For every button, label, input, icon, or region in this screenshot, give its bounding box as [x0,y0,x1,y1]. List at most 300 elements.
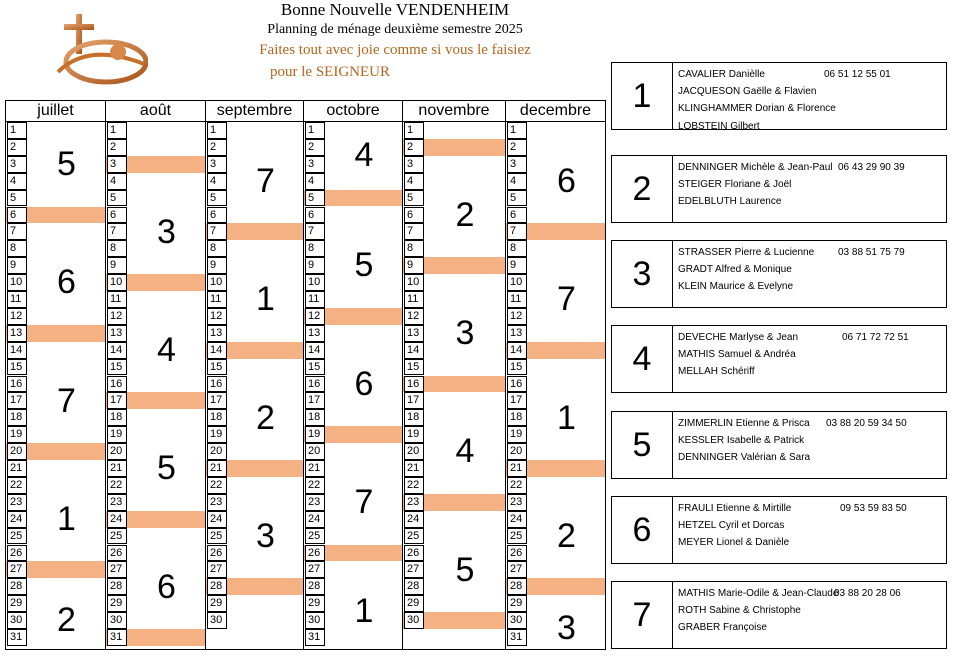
day-number: 30 [107,612,127,629]
sunday-row [403,612,505,629]
day-row [206,595,303,612]
sunday-row [304,308,402,325]
team-assignment: 7 [57,381,76,420]
team-assignment: 4 [354,136,374,174]
team-member: LOBSTEIN Gilbert [678,121,760,132]
sunday-row [206,578,303,595]
day-row [106,291,205,308]
day-number: 3 [507,156,527,173]
day-number: 8 [305,240,325,257]
day-number: 27 [7,561,27,578]
day-number: 28 [507,578,527,595]
day-row [206,240,303,257]
team-number: 5 [612,412,673,478]
team-assignment: 2 [256,398,275,437]
team-assignment: 6 [157,567,176,606]
team-assignment: 2 [455,195,475,234]
day-number: 6 [207,207,227,224]
day-number: 26 [404,545,424,562]
day-number: 11 [404,291,424,308]
day-row [106,122,205,139]
day-number: 27 [305,561,325,578]
team-assignment: 2 [57,601,76,640]
team-number: 3 [612,241,673,307]
sunday-row [506,223,605,240]
day-number: 28 [207,578,227,595]
team-phone: 03 88 20 28 06 [834,588,901,599]
team-member: KLINGHAMMER Dorian & Florence [678,103,836,114]
sunday-row [6,561,105,578]
day-number: 20 [207,443,227,460]
day-number: 1 [107,122,127,139]
month-name: juillet [6,101,105,122]
day-number: 15 [7,359,27,376]
day-number: 23 [207,494,227,511]
day-number: 10 [207,274,227,291]
day-number: 8 [404,240,424,257]
day-row [403,392,505,409]
day-number: 21 [107,460,127,477]
day-number: 21 [507,460,527,477]
day-number: 5 [404,190,424,207]
day-row [506,359,605,376]
day-number: 7 [207,223,227,240]
day-number: 21 [207,460,227,477]
day-number: 12 [7,308,27,325]
day-number: 6 [305,207,325,224]
day-number: 9 [507,257,527,274]
day-number: 26 [507,545,527,562]
day-row [206,122,303,139]
sunday-row [403,494,505,511]
team-member: DENNINGER Michèle & Jean-Paul [678,162,833,173]
sunday-row [106,156,205,173]
day-number: 10 [107,274,127,291]
day-row [403,274,505,291]
day-number: 16 [207,376,227,393]
month-name: septembre [206,101,303,122]
day-number: 20 [107,443,127,460]
day-row [506,122,605,139]
day-number: 31 [305,629,325,646]
day-number: 8 [107,240,127,257]
team-assignment: 4 [455,432,475,471]
team-phone: 06 51 12 55 01 [824,69,891,80]
sunday-row [206,342,303,359]
church-logo [48,12,148,90]
day-number: 25 [305,528,325,545]
day-number: 2 [107,139,127,156]
team-assignment: 3 [256,516,275,555]
sunday-row [403,376,505,393]
day-number: 2 [207,139,227,156]
team-assignment: 3 [157,212,176,251]
sunday-row [6,443,105,460]
team-phone: 03 88 51 75 79 [838,247,905,258]
team-box-3 [611,240,947,308]
day-number: 22 [305,477,325,494]
day-number: 7 [305,223,325,240]
day-row [506,477,605,494]
team-member: DEVECHE Marlyse & Jean [678,332,799,343]
day-number: 6 [507,207,527,224]
day-number: 28 [404,578,424,595]
day-number: 18 [207,409,227,426]
team-member: KLEIN Maurice & Evelyne [678,281,794,292]
day-number: 8 [207,240,227,257]
team-member: DENNINGER Valérian & Sara [678,452,811,463]
day-number: 29 [107,595,127,612]
day-number: 12 [207,308,227,325]
day-number: 12 [107,308,127,325]
team-list [611,62,947,652]
team-number: 4 [612,326,673,392]
day-number: 18 [404,409,424,426]
day-number: 21 [305,460,325,477]
sunday-row [106,629,205,646]
day-number: 27 [507,561,527,578]
day-number: 15 [207,359,227,376]
day-number: 25 [7,528,27,545]
day-number: 27 [404,561,424,578]
day-number: 12 [305,308,325,325]
day-number: 21 [404,460,424,477]
team-assignment: 7 [557,280,576,319]
day-number: 23 [305,494,325,511]
day-number: 30 [7,612,27,629]
team-phone: 06 71 72 72 51 [842,332,909,343]
sunday-row [506,578,605,595]
day-number: 10 [507,274,527,291]
team-member: KESSLER Isabelle & Patrick [678,435,805,446]
day-number: 17 [305,392,325,409]
team-number: 7 [612,582,673,648]
team-assignment: 4 [157,330,176,369]
day-number: 9 [7,257,27,274]
day-number: 7 [107,223,127,240]
day-number: 14 [507,342,527,359]
day-number: 24 [507,511,527,528]
team-phone: 03 88 20 59 34 50 [826,418,907,429]
day-number: 24 [305,511,325,528]
day-number: 4 [7,173,27,190]
day-number: 23 [404,494,424,511]
page-title: Bonne Nouvelle VENDENHEIM [280,0,510,19]
day-row [506,595,605,612]
day-number: 19 [7,426,27,443]
day-number: 24 [404,511,424,528]
team-number: 2 [612,156,673,222]
day-row [6,342,105,359]
day-number: 2 [7,139,27,156]
day-number: 19 [507,426,527,443]
day-number: 3 [207,156,227,173]
day-number: 24 [207,511,227,528]
sunday-row [106,392,205,409]
day-number: 7 [507,223,527,240]
team-member: ZIMMERLIN Etienne & Prisca [678,418,810,429]
day-number: 14 [7,342,27,359]
day-number: 13 [207,325,227,342]
team-box-1 [611,62,947,130]
day-number: 19 [404,426,424,443]
month-name: octobre [304,101,402,122]
day-number: 8 [507,240,527,257]
day-number: 26 [207,545,227,562]
day-number: 3 [107,156,127,173]
day-number: 1 [507,122,527,139]
team-assignment: 6 [57,263,76,302]
day-number: 12 [404,308,424,325]
day-number: 6 [107,207,127,224]
day-row [106,528,205,545]
day-number: 9 [404,257,424,274]
day-row [403,122,505,139]
day-number: 9 [207,257,227,274]
day-number: 24 [7,511,27,528]
team-box-2 [611,155,947,223]
day-number: 15 [507,359,527,376]
day-number: 25 [507,528,527,545]
day-number: 16 [7,376,27,393]
day-number: 29 [507,595,527,612]
team-phone: 09 53 59 83 50 [840,503,907,514]
sunday-row [206,460,303,477]
team-member: GRADT Alfred & Monique [678,264,792,275]
team-member: ROTH Sabine & Christophe [678,605,801,616]
cleaning-calendar [5,100,606,650]
team-member: MATHIS Samuel & Andréa [678,349,796,360]
day-row [403,156,505,173]
team-box-6 [611,496,947,564]
day-number: 7 [404,223,424,240]
day-number: 29 [7,595,27,612]
day-number: 1 [207,122,227,139]
month-name: decembre [506,101,605,122]
day-number: 10 [305,274,325,291]
day-number: 12 [507,308,527,325]
day-number: 31 [507,629,527,646]
day-number: 5 [107,190,127,207]
day-row [304,207,402,224]
day-number: 31 [7,629,27,646]
day-number: 23 [507,494,527,511]
day-number: 18 [107,409,127,426]
team-assignment: 2 [557,516,576,555]
team-assignment: 7 [354,483,374,521]
sunday-row [506,342,605,359]
sunday-row [106,274,205,291]
day-number: 27 [207,561,227,578]
day-row [206,612,303,629]
day-number: 10 [404,274,424,291]
month-column-5 [506,101,605,649]
day-row [304,325,402,342]
day-number: 13 [107,325,127,342]
day-number: 18 [507,409,527,426]
team-assignment: 7 [256,161,275,200]
day-number: 16 [404,376,424,393]
day-number: 13 [404,325,424,342]
day-row [6,460,105,477]
day-number: 10 [7,274,27,291]
day-number: 22 [207,477,227,494]
sunday-row [6,325,105,342]
day-row [304,443,402,460]
month-name: août [106,101,205,122]
team-phone: 06 43 29 90 39 [838,162,905,173]
day-row [106,173,205,190]
day-number: 17 [207,392,227,409]
day-number: 3 [7,156,27,173]
day-number: 30 [207,612,227,629]
team-assignment: 3 [557,609,576,648]
team-member: STRASSER Pierre & Lucienne [678,247,815,258]
day-number: 11 [207,291,227,308]
day-number: 4 [305,173,325,190]
day-number: 14 [305,342,325,359]
team-assignment: 1 [354,592,374,631]
day-number: 27 [107,561,127,578]
day-number: 4 [107,173,127,190]
day-number: 14 [404,342,424,359]
team-member: MEYER Lionel & Danièle [678,537,790,548]
day-number: 13 [7,325,27,342]
day-number: 3 [404,156,424,173]
team-member: MATHIS Marie-Odile & Jean-Claude [678,588,839,599]
day-number: 17 [507,392,527,409]
day-number: 22 [7,477,27,494]
day-number: 28 [107,578,127,595]
team-number: 1 [612,63,673,129]
day-number: 23 [7,494,27,511]
day-number: 15 [404,359,424,376]
day-number: 11 [507,291,527,308]
team-member: GRABER Françoise [678,622,767,633]
day-number: 18 [7,409,27,426]
sunday-row [403,257,505,274]
day-number: 17 [404,392,424,409]
team-member: CAVALIER Danièlle [678,69,765,80]
day-number: 30 [305,612,325,629]
day-number: 9 [305,257,325,274]
day-number: 25 [207,528,227,545]
day-number: 16 [507,376,527,393]
day-row [6,223,105,240]
day-number: 9 [107,257,127,274]
team-assignment: 5 [157,449,176,488]
day-number: 6 [7,207,27,224]
day-number: 20 [7,443,27,460]
sunday-row [6,207,105,224]
day-number: 19 [107,426,127,443]
day-number: 3 [305,156,325,173]
team-member: HETZEL Cyril et Dorcas [678,520,785,531]
day-number: 4 [507,173,527,190]
day-number: 17 [7,392,27,409]
day-number: 28 [7,578,27,595]
month-column-0 [6,101,106,649]
sunday-row [304,545,402,562]
day-number: 29 [207,595,227,612]
day-number: 1 [305,122,325,139]
day-number: 14 [207,342,227,359]
day-number: 5 [207,190,227,207]
day-number: 11 [107,291,127,308]
sunday-row [206,223,303,240]
day-number: 7 [7,223,27,240]
day-number: 16 [107,376,127,393]
day-number: 2 [507,139,527,156]
sunday-row [304,426,402,443]
day-number: 4 [404,173,424,190]
day-row [106,139,205,156]
day-number: 22 [507,477,527,494]
month-column-4 [403,101,506,649]
team-assignment: 1 [256,280,275,319]
day-number: 28 [305,578,325,595]
team-member: FRAULI Etienne & Mirtille [678,503,792,514]
day-number: 13 [507,325,527,342]
day-number: 5 [305,190,325,207]
day-number: 4 [207,173,227,190]
day-number: 18 [305,409,325,426]
day-number: 25 [107,528,127,545]
month-column-1 [106,101,206,649]
day-number: 23 [107,494,127,511]
day-number: 26 [7,545,27,562]
team-member: JACQUESON Gaëlle & Flavien [678,86,817,97]
day-number: 2 [404,139,424,156]
day-row [6,578,105,595]
month-column-3 [304,101,403,649]
day-row [206,359,303,376]
sunday-row [106,511,205,528]
team-assignment: 3 [455,314,475,352]
page-subtitle: Planning de ménage deuxième semestre 2025 [267,22,523,37]
sunday-row [403,139,505,156]
team-assignment: 1 [57,499,76,538]
day-number: 6 [404,207,424,224]
day-number: 11 [305,291,325,308]
day-number: 30 [507,612,527,629]
team-member: EDELBLUTH Laurence [678,196,782,207]
month-column-2 [206,101,304,649]
day-number: 16 [305,376,325,393]
team-number: 6 [612,497,673,563]
day-number: 29 [404,595,424,612]
team-assignment: 6 [354,364,374,403]
team-assignment: 5 [455,550,475,589]
day-number: 1 [7,122,27,139]
day-number: 22 [107,477,127,494]
team-assignment: 5 [57,145,76,183]
day-row [106,409,205,426]
team-assignment: 6 [557,161,576,200]
day-number: 17 [107,392,127,409]
day-number: 1 [404,122,424,139]
day-row [506,240,605,257]
sunday-row [506,460,605,477]
day-row [206,477,303,494]
day-number: 24 [107,511,127,528]
day-number: 21 [7,460,27,477]
day-number: 30 [404,612,424,629]
day-number: 25 [404,528,424,545]
day-number: 31 [107,629,127,646]
day-number: 2 [305,139,325,156]
day-row [403,511,505,528]
